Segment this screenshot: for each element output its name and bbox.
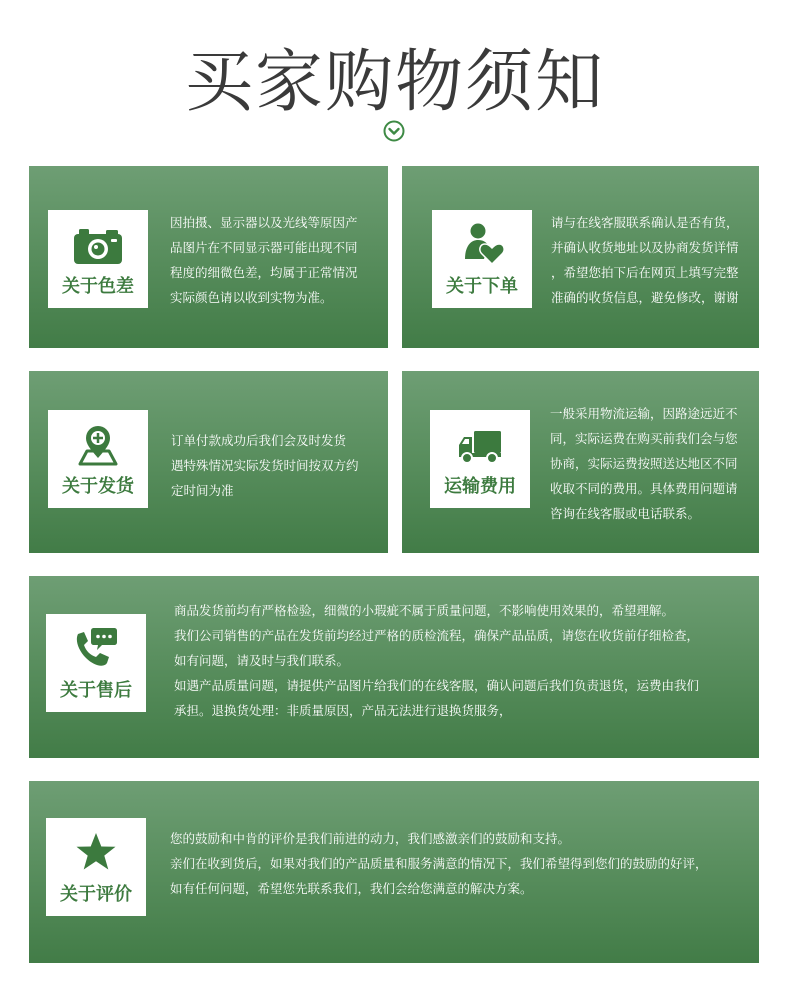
- camera-icon: [73, 227, 123, 265]
- freight-label: 运输费用: [444, 476, 516, 497]
- page-title: 买家购物须知: [184, 43, 605, 122]
- order-label: 关于下单: [446, 276, 518, 297]
- review-panel: [29, 781, 759, 963]
- review-label: 关于评价: [60, 884, 132, 905]
- text-line: 承担。退换货处理：非质量原因，产品无法进行退换货服务，: [174, 703, 512, 718]
- freight-badge: [430, 410, 530, 508]
- text-line: 品图片在不同显示器可能出现不同: [170, 240, 358, 255]
- text-line: 遇特殊情况实际发货时间按双方约: [171, 458, 359, 473]
- text-line: 请与在线客服联系确认是否有货，: [551, 215, 739, 230]
- shipping-label: 关于发货: [62, 476, 134, 497]
- text-line: 程度的细微色差，均属于正常情况: [170, 265, 358, 280]
- phone-chat-icon: [72, 626, 118, 670]
- order-panel: [402, 166, 759, 348]
- shipping-badge: [48, 410, 148, 508]
- text-line: 因拍摄、显示器以及光线等原因产: [170, 215, 358, 230]
- user-heart-icon: [464, 222, 504, 266]
- map-pin-icon: [78, 424, 118, 466]
- text-line: 订单付款成功后我们会及时发货: [171, 433, 347, 448]
- text-line: 咨询在线客服或电话联系。: [550, 506, 701, 521]
- truck-icon: [457, 429, 503, 465]
- color-difference-text: [170, 210, 358, 310]
- after-sales-text: [174, 598, 699, 723]
- text-line: 实际颜色请以收到实物为准。: [170, 290, 333, 305]
- text-line: 如有任何问题，希望您先联系我们，我们会给您满意的解决方案。: [170, 881, 533, 896]
- text-line: 如遇产品质量问题，请提供产品图片给我们的在线客服，确认问题后我们负责退货，运费由我们: [174, 678, 700, 693]
- text-line: 商品发货前均有严格检验，细微的小瑕疵不属于质量问题，不影响使用效果的，希望理解。: [174, 603, 675, 618]
- after-sales-panel: [29, 576, 759, 758]
- text-line: 准确的收货信息，避免修改，谢谢: [551, 290, 739, 305]
- text-line: 同，实际运费在购买前我们会与您: [550, 431, 738, 446]
- review-badge: [46, 818, 146, 916]
- text-line: 并确认收货地址以及协商发货详情: [551, 240, 739, 255]
- after-sales-label: 关于售后: [60, 680, 132, 701]
- order-badge: [432, 210, 532, 308]
- chevron-down-circle-icon: [383, 120, 405, 142]
- text-line: 收取不同的费用。具体费用问题请: [550, 481, 738, 496]
- color-difference-panel: [29, 166, 388, 348]
- star-icon: [74, 831, 118, 873]
- after-sales-badge: [46, 614, 146, 712]
- text-line: ，希望您拍下后在网页上填写完整: [551, 265, 739, 280]
- text-line: 定时间为准: [171, 483, 234, 498]
- text-line: 您的鼓励和中肯的评价是我们前进的动力，我们感激亲们的鼓励和支持。: [170, 831, 571, 846]
- text-line: 我们公司销售的产品在发货前均经过严格的质检流程，确保产品品质，请您在收货前仔细检查，: [174, 628, 700, 643]
- color-difference-label: 关于色差: [62, 276, 134, 297]
- freight-panel: [402, 371, 759, 553]
- text-line: 如有问题，请及时与我们联系。: [174, 653, 350, 668]
- freight-text: [550, 401, 738, 526]
- text-line: 一般采用物流运输，因路途远近不: [550, 406, 738, 421]
- review-text: [170, 826, 708, 901]
- text-line: 协商，实际运费按照送达地区不同: [550, 456, 738, 471]
- color-difference-badge: [48, 210, 148, 308]
- shipping-panel: [29, 371, 388, 553]
- text-line: 亲们在收到货后，如果对我们的产品质量和服务满意的情况下，我们希望得到您们的鼓励的好评，: [170, 856, 708, 871]
- shipping-text: [171, 428, 359, 503]
- order-text: [551, 210, 739, 310]
